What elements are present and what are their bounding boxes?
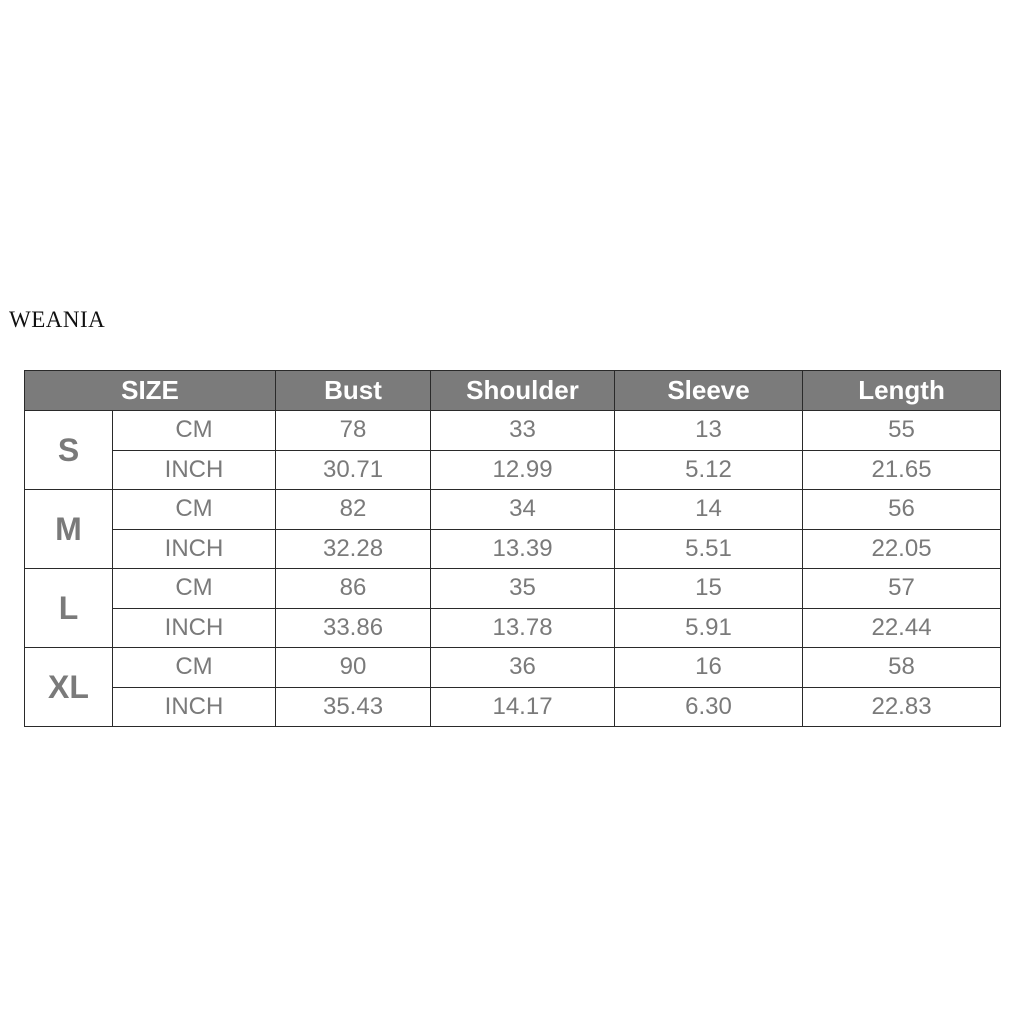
shoulder-cell: 33 — [431, 411, 615, 451]
shoulder-cell: 36 — [431, 648, 615, 688]
bust-cell: 78 — [276, 411, 431, 451]
unit-cell: CM — [113, 490, 276, 530]
length-cell: 57 — [803, 569, 1001, 609]
bust-cell: 32.28 — [276, 529, 431, 569]
header-size: SIZE — [25, 371, 276, 411]
length-cell: 58 — [803, 648, 1001, 688]
unit-cell: INCH — [113, 608, 276, 648]
shoulder-cell: 12.99 — [431, 450, 615, 490]
unit-cell: INCH — [113, 687, 276, 727]
sleeve-cell: 6.30 — [615, 687, 803, 727]
table-row — [25, 450, 1001, 490]
table-row — [25, 608, 1001, 648]
unit-cell: INCH — [113, 450, 276, 490]
size-label-l: L — [25, 569, 113, 648]
bust-cell: 82 — [276, 490, 431, 530]
table-row — [25, 411, 1001, 451]
header-row — [25, 371, 1001, 411]
shoulder-cell: 13.39 — [431, 529, 615, 569]
bust-cell: 90 — [276, 648, 431, 688]
length-cell: 22.83 — [803, 687, 1001, 727]
sleeve-cell: 16 — [615, 648, 803, 688]
brand-logo-text: WEANIA — [9, 307, 106, 332]
table-row — [25, 569, 1001, 609]
shoulder-cell: 13.78 — [431, 608, 615, 648]
shoulder-cell: 14.17 — [431, 687, 615, 727]
sleeve-cell: 5.91 — [615, 608, 803, 648]
sleeve-cell: 13 — [615, 411, 803, 451]
length-cell: 22.05 — [803, 529, 1001, 569]
unit-cell: INCH — [113, 529, 276, 569]
length-cell: 55 — [803, 411, 1001, 451]
table-row — [25, 490, 1001, 530]
length-cell: 21.65 — [803, 450, 1001, 490]
table-row — [25, 687, 1001, 727]
size-label-s: S — [25, 411, 113, 490]
bust-cell: 86 — [276, 569, 431, 609]
header-sleeve: Sleeve — [615, 371, 803, 411]
sleeve-cell: 14 — [615, 490, 803, 530]
unit-cell: CM — [113, 648, 276, 688]
bust-cell: 30.71 — [276, 450, 431, 490]
header-shoulder: Shoulder — [431, 371, 615, 411]
table-row — [25, 529, 1001, 569]
size-chart-table — [24, 370, 1001, 727]
shoulder-cell: 35 — [431, 569, 615, 609]
length-cell: 22.44 — [803, 608, 1001, 648]
sleeve-cell: 5.12 — [615, 450, 803, 490]
bust-cell: 35.43 — [276, 687, 431, 727]
header-bust: Bust — [276, 371, 431, 411]
sleeve-cell: 15 — [615, 569, 803, 609]
table-row — [25, 648, 1001, 688]
shoulder-cell: 34 — [431, 490, 615, 530]
unit-cell: CM — [113, 569, 276, 609]
size-label-m: M — [25, 490, 113, 569]
unit-cell: CM — [113, 411, 276, 451]
sleeve-cell: 5.51 — [615, 529, 803, 569]
length-cell: 56 — [803, 490, 1001, 530]
size-label-xl: XL — [25, 648, 113, 727]
bust-cell: 33.86 — [276, 608, 431, 648]
header-length: Length — [803, 371, 1001, 411]
